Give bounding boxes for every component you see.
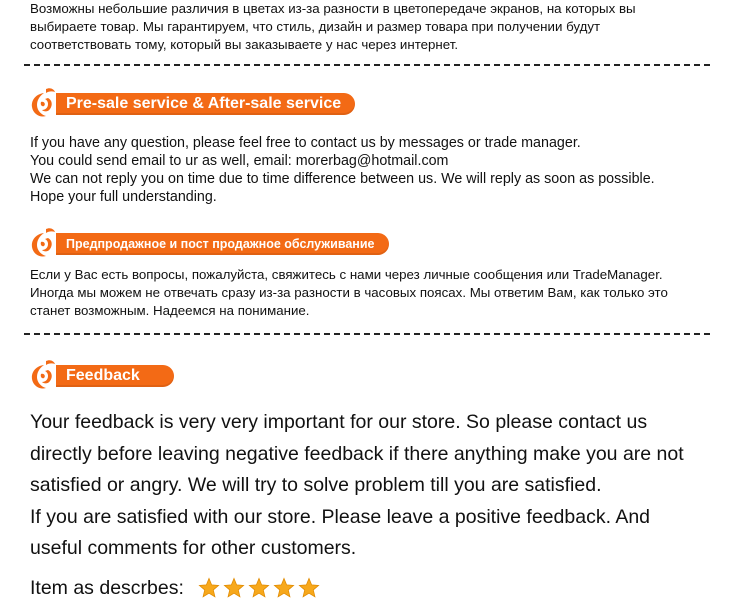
presale-ru-text: [30, 266, 740, 320]
intro-ru-line: выбираете товар. Мы гарантируем, что стиль, дизайн и размер товара при получении будут: [30, 19, 601, 34]
orange-swirl-logo-icon: [28, 358, 58, 392]
feedback-text: [30, 407, 740, 565]
star-icon: [198, 577, 220, 599]
presale-ru-line: Иногда мы можем не отвечать сразу из-за разности в часовых поясах. Мы ответим Вам, как только это: [30, 285, 668, 300]
rating-stars: [198, 577, 320, 599]
feedback-line: Your feedback is very very important for our store. So please contact us: [30, 411, 648, 433]
presale-ru-line: Если у Вас есть вопросы, пожалуйста, свяжитесь с нами через личные сообщения или TradeManager.: [30, 267, 663, 282]
intro-ru-line: соответствовать тому, который вы заказываете у нас через интернет.: [30, 37, 459, 52]
star-icon: [298, 577, 320, 599]
feedback-line: directly before leaving negative feedback if there anything make you are not: [30, 442, 684, 465]
feedback-title: Feedback: [56, 365, 174, 387]
presale-text: [30, 134, 740, 206]
presale-line: If you have any question, please feel free to contact us by messages or trade manager.: [30, 135, 581, 151]
item-rating: [30, 574, 320, 602]
presale-ru-title: Предпродажное и пост продажное обслуживание: [56, 233, 389, 255]
intro-ru-line: Возможны небольшие различия в цветах из-за разности в цветопередаче экранов, на которых вы: [30, 1, 636, 16]
feedback-line: If you are satisfied with our store. Please leave a positive feedback. And: [30, 505, 651, 528]
section-divider: [24, 64, 710, 66]
rating-label: Item as descrbes:: [30, 577, 184, 599]
feedback-line: useful comments for other customers.: [30, 537, 357, 559]
star-icon: [223, 577, 245, 599]
orange-swirl-logo-icon: [28, 86, 58, 120]
presale-line: Hope your full understanding.: [30, 189, 217, 205]
presale-line: You could send email to ur as well, email: morerbag@hotmail.com: [30, 153, 449, 169]
feedback-line: satisfied or angry. We will try to solve problem till you are satisfied.: [30, 474, 602, 496]
presale-title: Pre-sale service & After-sale service: [56, 93, 355, 115]
orange-swirl-logo-icon: [28, 226, 58, 260]
presale-ru-line: станет возможным. Надеемся на понимание.: [30, 303, 310, 318]
star-icon: [273, 577, 295, 599]
section-divider: [24, 333, 710, 335]
intro-ru-text: [30, 0, 740, 54]
presale-line: We can not reply you on time due to time difference between us. We will reply as soon as possible.: [30, 171, 655, 187]
star-icon: [248, 577, 270, 599]
